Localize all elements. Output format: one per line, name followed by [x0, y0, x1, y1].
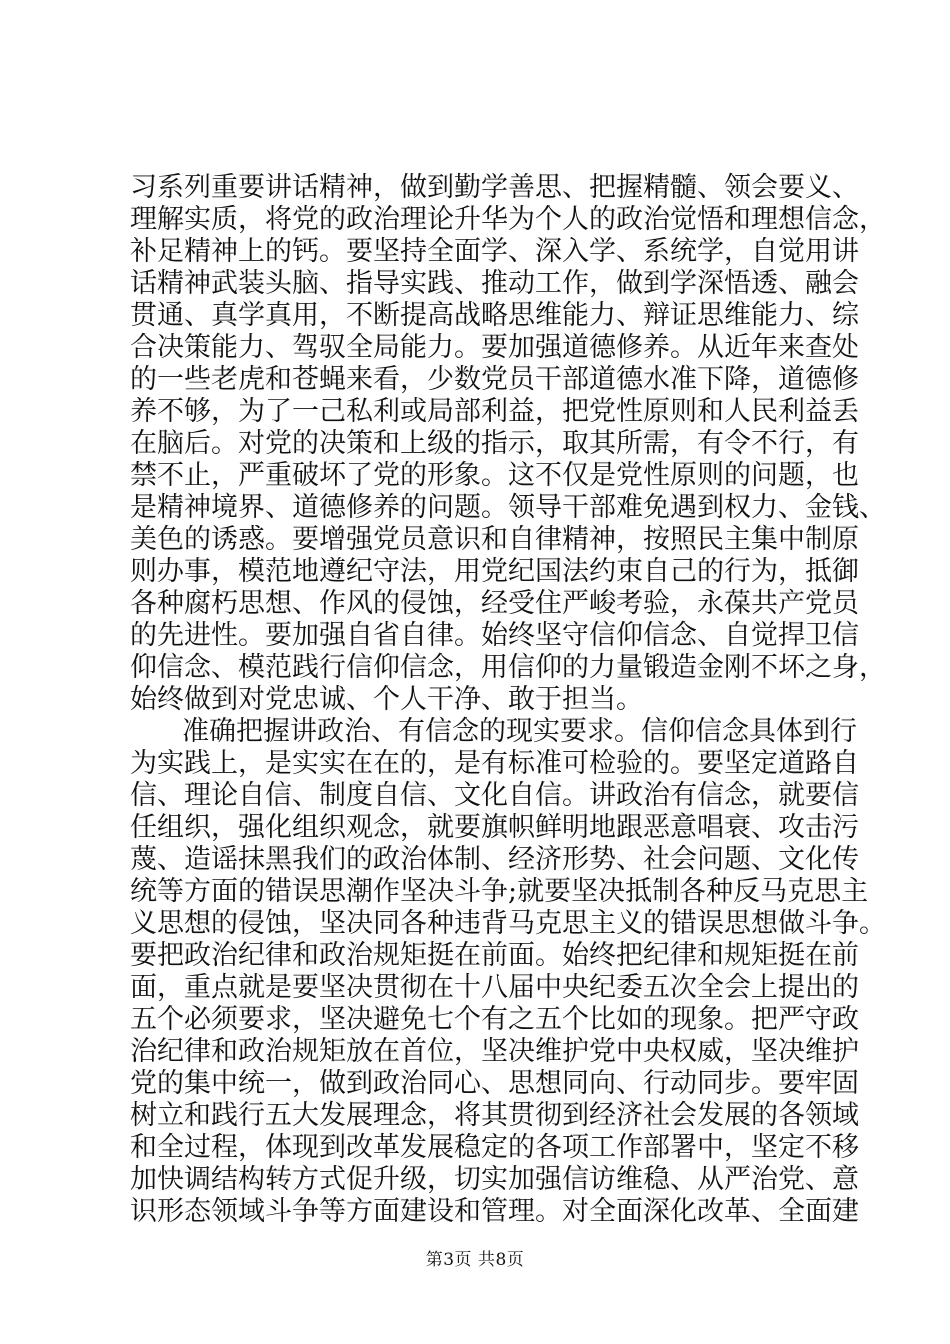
text-line: 面，重点就是要坚决贯彻在十八届中央纪委五次全会上提出的 [130, 972, 859, 1003]
text-line: 加快调结构转方式促升级，切实加强信访维稳、从严治党、意 [130, 1164, 859, 1195]
text-line: 党的集中统一，做到政治同心、思想同向、行动同步。要牢固 [130, 1068, 859, 1099]
text-line: 话精神武装头脑、指导实践、推动工作，做到学深悟透、融会 [130, 268, 859, 299]
text-line: 习系列重要讲话精神，做到勤学善思、把握精髓、领会要义、 [130, 172, 859, 203]
text-line: 是精神境界、道德修养的问题。领导干部难免遇到权力、金钱、 [130, 492, 886, 523]
text-line: 和全过程，体现到改革发展稳定的各项工作部署中，坚定不移 [130, 1132, 859, 1163]
text-line: 要把政治纪律和政治规矩挺在前面。始终把纪律和规矩挺在前 [130, 940, 859, 971]
text-line: 理解实质，将党的政治理论升华为个人的政治觉悟和理想信念， [130, 204, 886, 235]
text-line: 贯通、真学真用，不断提高战略思维能力、辩证思维能力、综 [130, 300, 859, 331]
body-text [130, 172, 886, 1228]
text-line: 仰信念、模范践行信仰信念，用信仰的力量锻造金刚不坏之身， [130, 652, 886, 683]
text-line: 始终做到对党忠诚、个人干净、敢于担当。 [130, 684, 643, 715]
text-line: 五个必须要求，坚决避免七个有之五个比如的现象。把严守政 [130, 1004, 859, 1035]
text-line: 识形态领域斗争等方面建设和管理。对全面深化改革、全面建 [130, 1196, 859, 1227]
text-line: 准确把握讲政治、有信念的现实要求。信仰信念具体到行 [182, 716, 857, 747]
text-line: 禁不止，严重破坏了党的形象。这不仅是党性原则的问题，也 [130, 460, 859, 491]
text-line: 补足精神上的钙。要坚持全面学、深入学、系统学，自觉用讲 [130, 236, 859, 267]
text-line: 在脑后。对党的决策和上级的指示，取其所需，有令不行，有 [130, 428, 859, 459]
text-line: 合决策能力、驾驭全局能力。要加强道德修养。从近年来查处 [130, 332, 859, 363]
text-line: 美色的诱惑。要增强党员意识和自律精神，按照民主集中制原 [130, 524, 859, 555]
text-line: 养不够，为了一己私利或局部利益，把党性原则和人民利益丢 [130, 396, 859, 427]
text-line: 的一些老虎和苍蝇来看，少数党员干部道德水准下降，道德修 [130, 364, 859, 395]
text-line: 任组织，强化组织观念，就要旗帜鲜明地跟恶意唱衰、攻击污 [130, 812, 859, 843]
text-line: 则办事，模范地遵纪守法，用党纪国法约束自己的行为，抵御 [130, 556, 859, 587]
text-line: 的先进性。要加强自省自律。始终坚守信仰信念、自觉捍卫信 [130, 620, 859, 651]
text-line: 各种腐朽思想、作风的侵蚀，经受住严峻考验，永葆共产党员 [130, 588, 859, 619]
text-line: 统等方面的错误思潮作坚决斗争;就要坚决抵制各种反马克思主 [130, 876, 869, 907]
text-line: 信、理论自信、制度自信、文化自信。讲政治有信念，就要信 [130, 780, 859, 811]
page-footer: 第3页 共8页 [425, 1250, 525, 1270]
text-line: 治纪律和政治规矩放在首位，坚决维护党中央权威，坚决维护 [130, 1036, 859, 1067]
text-line: 义思想的侵蚀，坚决同各种违背马克思主义的错误思想做斗争。 [130, 908, 886, 939]
text-line: 蔑、造谣抹黑我们的政治体制、经济形势、社会问题、文化传 [130, 844, 859, 875]
text-line: 树立和践行五大发展理念，将其贯彻到经济社会发展的各领域 [130, 1100, 859, 1131]
text-line: 为实践上，是实实在在的，是有标准可检验的。要坚定道路自 [130, 748, 859, 779]
